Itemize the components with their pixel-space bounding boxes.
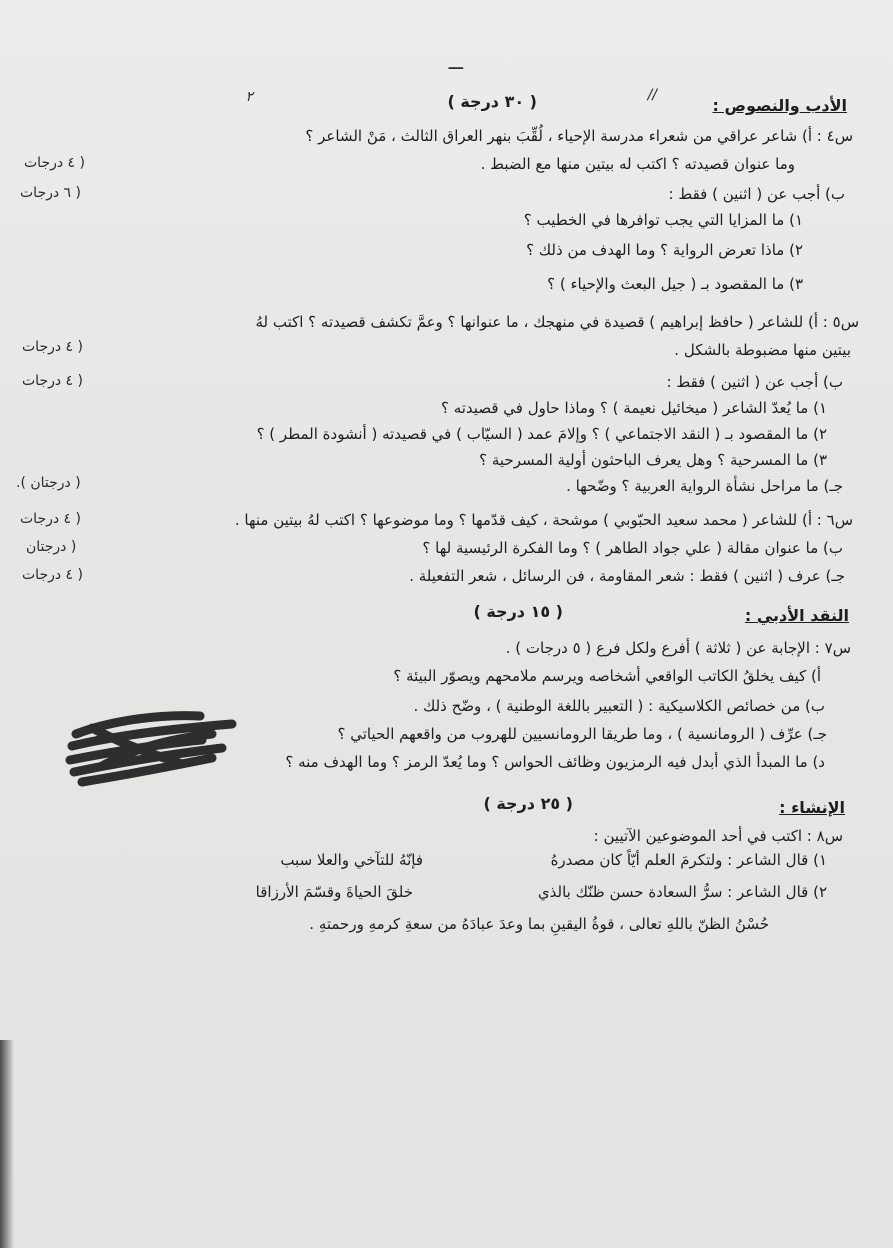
page-edge-shadow bbox=[0, 1040, 14, 1248]
q8-topic2-note: حُسْنُ الظنّ باللهِ تعالى ، قوةُ اليقينِ بما وعدَ عبادَهُ من سعةِ كرمهِ ورحمتهِ . bbox=[309, 915, 769, 933]
q5-a-marks: ( ٤ درجات bbox=[22, 339, 83, 355]
q4-b-item1: ١) ما المزايا التي يجب توافرها في الخطيب ؟ bbox=[523, 211, 803, 229]
section-points-criticism: ( ١٥ درجة ) bbox=[473, 602, 563, 621]
q4-a-line1: س٤ : أ) شاعر عراقي من شعراء مدرسة الإحياء ، لُقِّبَ بنهر العراق الثالث ، مَنْ الشاعر ؟ bbox=[305, 127, 853, 145]
top-dash-mark: ـــ bbox=[448, 57, 463, 73]
q8-topic1-second-hemistich: فإنّهُ للتآخي والعلا سبب bbox=[280, 851, 423, 869]
section-points-composition: ( ٢٥ درجة ) bbox=[483, 794, 573, 813]
q5-b-item2: ٢) ما المقصود بـ ( النقد الاجتماعي ) ؟ وإلامَ عمد ( السيّاب ) في قصيدته ( أنشودة المطر ) ؟ bbox=[256, 425, 827, 443]
q5-b-item3: ٣) ما المسرحية ؟ وهل يعرف الباحثون أولية المسرحية ؟ bbox=[479, 451, 827, 469]
q4-b-item3: ٣) ما المقصود بـ ( جيل البعث والإحياء ) ؟ bbox=[547, 275, 803, 293]
section-points-literature: ( ٣٠ درجة ) bbox=[447, 92, 537, 111]
q8-topic2-second-hemistich: خلقَ الحياةَ وقسّمَ الأرزاقا bbox=[255, 883, 413, 901]
q4-b-heading: ب) أجب عن ( اثنين ) فقط : bbox=[668, 185, 845, 203]
q7-a: أ) كيف يخلقُ الكاتب الواقعي أشخاصه ويرسم ملامحهم ويصوّر البيئة ؟ bbox=[393, 667, 821, 685]
q7-c: جـ) عرِّف ( الرومانسية ) ، وما طريقا الرومانسيين للهروب من واقعهم الحياتي ؟ bbox=[337, 725, 827, 743]
q4-b-marks: ( ٦ درجات bbox=[20, 185, 81, 201]
q4-b-item2: ٢) ماذا تعرض الرواية ؟ وما الهدف من ذلك ؟ bbox=[526, 241, 803, 259]
q6-a: س٦ : أ) للشاعر ( محمد سعيد الحبّوبي ) موشحة ، كيف قدّمها ؟ وما موضوعها ؟ اكتب لهُ بيتين منها . bbox=[234, 511, 853, 529]
q7-d: د) ما المبدأ الذي أبدل فيه الرمزيون وظائف الحواس ؟ وما يُعدّ الرمز ؟ وما الهدف منه ؟ bbox=[285, 753, 825, 771]
q4-a-line2: وما عنوان قصيدته ؟ اكتب له بيتين منها مع الضبط . bbox=[480, 155, 795, 173]
section-heading-composition: الإنشاء : bbox=[779, 798, 845, 817]
q6-b-marks: ( درجتان bbox=[26, 539, 77, 555]
section-heading-literature: الأدب والنصوص : bbox=[712, 96, 847, 115]
q7-b: ب) من خصائص الكلاسيكية : ( التعبير باللغة الوطنية ) ، وضّح ذلك . bbox=[413, 697, 825, 715]
q6-c-marks: ( ٤ درجات bbox=[22, 567, 83, 583]
q8-topic1-first-hemistich: ١) قال الشاعر : ولتكرمَ العلم أيّاً كان مصدرهُ bbox=[550, 851, 827, 869]
q6-a-marks: ( ٤ درجات bbox=[20, 511, 81, 527]
q5-a-line1: س٥ : أ) للشاعر ( حافظ إبراهيم ) قصيدة في منهجك ، ما عنوانها ؟ وعمَّ تكشف قصيدته ؟ اكتب لهُ bbox=[255, 313, 859, 331]
q5-b-item1: ١) ما يُعدّ الشاعر ( ميخائيل نعيمة ) ؟ وماذا حاول في قصيدته ؟ bbox=[440, 399, 827, 417]
scribble-mark bbox=[62, 704, 242, 790]
tick-mark-left: ٢ bbox=[245, 89, 253, 105]
q7-heading: س٧ : الإجابة عن ( ثلاثة ) أفرع ولكل فرع ( ٥ درجات ) . bbox=[505, 639, 851, 657]
q5-c: جـ) ما مراحل نشأة الرواية العربية ؟ وضّحها . bbox=[566, 477, 843, 495]
tick-mark-right: // bbox=[647, 87, 657, 103]
q5-a-line2: بيتين منها مضبوطة بالشكل . bbox=[674, 341, 851, 359]
q6-c: جـ) عرف ( اثنين ) فقط : شعر المقاومة ، فن الرسائل ، شعر التفعيلة . bbox=[409, 567, 845, 585]
q5-c-marks: ( درجتان ). bbox=[16, 475, 81, 491]
q6-b: ب) ما عنوان مقالة ( علي جواد الطاهر ) ؟ وما الفكرة الرئيسية لها ؟ bbox=[422, 539, 843, 557]
q5-b-heading: ب) أجب عن ( اثنين ) فقط : bbox=[666, 373, 843, 391]
q5-b-marks: ( ٤ درجات bbox=[22, 373, 83, 389]
q4-a-marks: ( ٤ درجات bbox=[24, 155, 85, 171]
section-heading-criticism: النقد الأدبي : bbox=[744, 606, 849, 625]
q8-topic2-first-hemistich: ٢) قال الشاعر : سرُّ السعادة حسن ظنّك بالذي bbox=[537, 883, 827, 901]
q8-heading: س٨ : اكتب في أحد الموضوعين الآتيين : bbox=[593, 827, 843, 845]
